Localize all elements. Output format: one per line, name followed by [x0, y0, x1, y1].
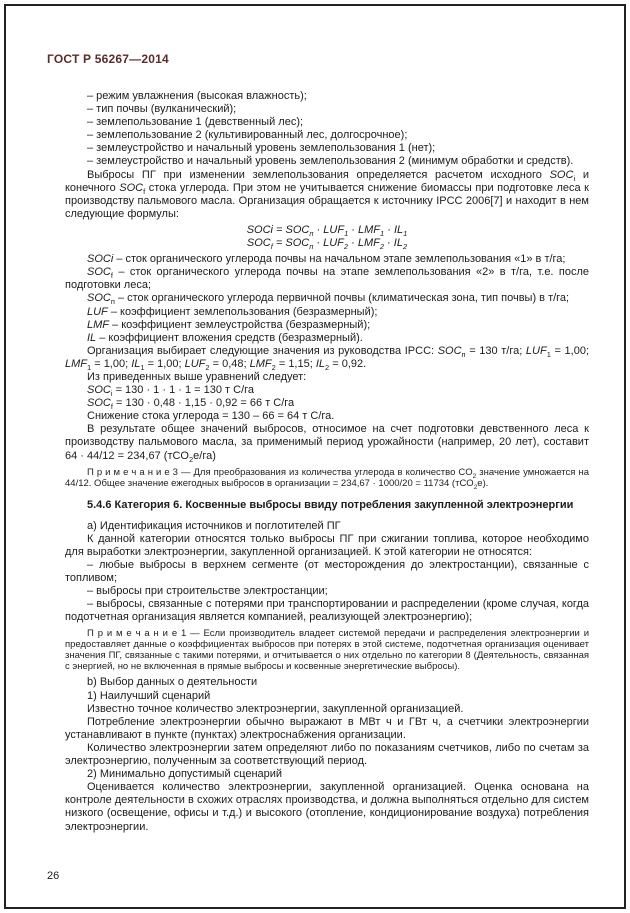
paragraph: В результате общее значений выбросов, относимое на счет подготовки девственного леса к производству пальмового масла, за применимый период урожайности (например, 20 лет), составит 64 · 44/12 = 234,67 (тCO$_2$е/га) [65, 423, 589, 464]
definition: LMF – коэффициент землеустройства (безразмерный); [87, 318, 371, 331]
section-heading: 5.4.6 Категория 6. Косвенные выбросы ввиду потребления закупленной электроэнергии [87, 498, 574, 511]
paragraph: Выбросы ПГ при изменении землепользования определяется расчетом исходного $SOC_i$ и конечного $SOC_f$ стока углерода. При этом не учитывается снижение биомассы при подготовке леса к производству пальмового масла. Организация обращается к источнику IPCC 2006[7] и находит в нем следующие формулы: [65, 168, 589, 220]
formula: SOCi = $SOC_п \cdot LUF_1 \cdot LMF_1 \cdot IL_1$ [246, 223, 408, 239]
paragraph: b) Выбор данных о деятельности [87, 676, 258, 689]
paragraph: К данной категории относятся только выбросы ПГ при сжигании топлива, которое необходимо для выработки электроэнергии, закупленной организацией. К этой категории не относятся: [65, 532, 589, 558]
definition: $SOC_п$ – сток органического углерода первичной почвы (климатическая зона, тип почвы) в т/га; [87, 292, 570, 307]
equation: $SOC_f = 130 \cdot 0,48 \cdot 1,15 \cdot 0,92 = 66$ т С/га [87, 397, 295, 412]
list-item: – землеустройство и начальный уровень землепользования 1 (нет); [87, 142, 436, 155]
formula-block [65, 224, 589, 250]
page-number: 26 [47, 870, 60, 882]
note: П р и м е ч а н и е 1 — Если производитель владеет системой передачи и распределения электроэнергии и предоставляет данные о коэффициентах выбросов при потерях в этой системе, подотчетная организация оценивает значения ПГ, связанные с такими потерями, и отчитывается о них отдельно по категории 8 (Деятельность, связанная с энергией, но не включенная в прямые выбросы и косвенные энергетические выбросы). [65, 628, 589, 673]
list-item: – режим увлажнения (высокая влажность); [87, 90, 307, 102]
paragraph: Известно точное количество электроэнергии, закупленной организацией. [87, 702, 464, 715]
list-item: – землеустройство и начальный уровень землепользования 2 (минимум обработки и средств). [87, 155, 574, 168]
note: П р и м е ч а н и е 3 — Для преобразования из количества углерода в количество $CO_2$ значение умножается на 44/12. Общее значение ежегодных выбросов в организации = 234,67 · 1000/20 = 11734 (тCO$_2$е). [65, 466, 589, 491]
paragraph: Оценивается количество электроэнергии, закупленной организацией. Оценка основана на контроле деятельности в схожих отраслях производства, и должна выполняться отдельно для систем низкого (освещение, офисы и т.д.) и высокого (отопление, кондиционирование воздуха) потребления электроэнергии. [65, 781, 589, 833]
definition: SOCi – сток органического углерода почвы на начальном этапе землепользования «1» в т/га; [87, 253, 566, 266]
paragraph: Из приведенных выше уравнений следует: [87, 370, 307, 383]
paragraph: Организация выбирает следующие значения из руководства IPCC: $SOC_п = 130$ т/га; $LUF_1 = 1,00$; $LMF_1 = 1,00$; $IL_1 = 1,00$; $LUF_2 = 0,48$; $LMF_2 = 1,15$; $IL_2 = 0,92$. [65, 344, 589, 373]
list-item: – тип почвы (вулканический); [87, 103, 237, 116]
paragraph: Потребление электроэнергии обычно выражают в МВт ч и ГВт ч, а счетчики электроэнергии устанавливают в пункте (пунктах) электроснабжения организации. [65, 715, 589, 741]
equation: $SOC_i = 130 \cdot 1 \cdot 1 \cdot 1 = 130$ т С/га [87, 384, 255, 399]
page-content [65, 90, 589, 834]
list-item: – любые выбросы в верхнем сегменте (от месторождения до электростанции), связанные с топливом; [65, 559, 589, 585]
list-item: – землепользование 2 (культивированный лес, долгосрочное); [87, 129, 408, 142]
paragraph: а) Идентификация источников и поглотителей ПГ [87, 519, 341, 532]
paragraph: 1) Наилучший сценарий [87, 689, 211, 702]
list-item: – выбросы, связанные с потерями при транспортировании и распределении (кроме случая, когда подотчетная организация является компанией, реализующей электроэнергию); [65, 598, 589, 624]
definition: LUF – коэффициент землепользования (безразмерный); [87, 305, 378, 318]
definition: IL – коэффициент вложения средств (безразмерный). [87, 331, 363, 344]
equation: Снижение стока углерода = 130 – 66 = 64 т С/га. [87, 410, 335, 423]
definition: $SOC_f$ – сток органического углерода почвы на этапе землепользования «2» в т/га, т.е. после подготовки леса; [65, 266, 589, 292]
paragraph: 2) Минимально допустимый сценарий [87, 768, 283, 781]
document-header: ГОСТ Р 56267—2014 [47, 52, 169, 66]
list-item: – выбросы при строительстве электростанции; [87, 585, 328, 598]
paragraph: Количество электроэнергии затем определяют либо по показаниям счетчиков, либо по счетам за электроэнергию, полученным за соответствующий период. [65, 741, 589, 768]
formula: $SOC_f = SOC_п \cdot LUF_2 \cdot LMF_2 \cdot IL_2$ [246, 237, 408, 252]
list-item: – землепользование 1 (девственный лес); [87, 116, 304, 129]
